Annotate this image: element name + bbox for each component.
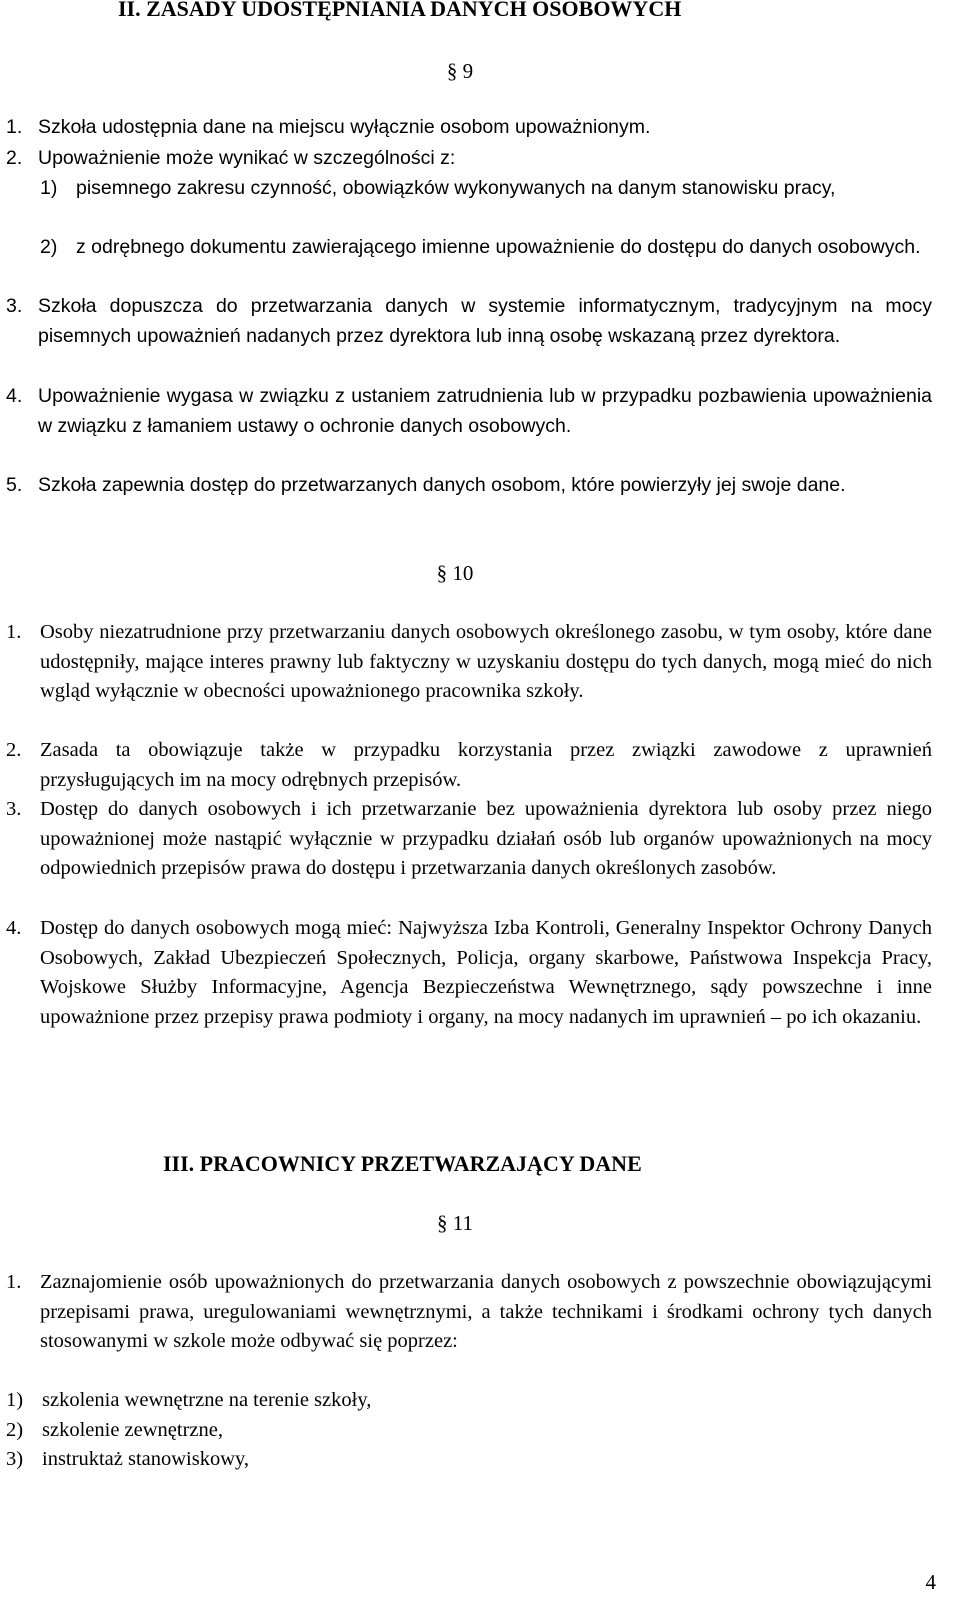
list-item xyxy=(6,736,932,795)
paragraph-mark-9: § 9 xyxy=(446,59,474,83)
list-item xyxy=(6,382,932,441)
paragraph-mark-10: § 10 xyxy=(436,561,474,585)
item-number: 3. xyxy=(6,295,23,317)
section-heading-ii: II. ZASADY UDOSTĘPNIANIA DANYCH OSOBOWYCH xyxy=(118,0,682,21)
sub-item xyxy=(6,1416,932,1446)
sub-item-number: 3) xyxy=(6,1448,24,1470)
item-text: Dostęp do danych osobowych mogą mieć: Najwyższa Izba Kontroli, Generalny Inspektor Ochrony Danych Osobowych, Zakład Ubezpieczeń Społecznych, Policja, organy skarbowe, Państwowa Inspekcja Pracy, Wojskowe Służby Informacyjne, Agencja Bezpieczeństwa Wewnętrznego, sądy powszechne i inne upoważnione przez przepisy prawa podmioty i organy, na mocy nadanych im uprawnień – po ich okazaniu. xyxy=(40,917,932,1028)
item-number: 2. xyxy=(6,739,22,761)
section-heading-iii: III. PRACOWNICY PRZETWARZAJĄCY DANE xyxy=(163,1151,642,1176)
item-text: Osoby niezatrudnione przy przetwarzaniu danych osobowych określonego zasobu, w tym osoby, które dane udostępniły, mające interes prawny lub faktyczny w uzyskaniu dostępu do tych danych, mogą mieć do nich wgląd wyłącznie w obecności upoważnionego pracownika szkoły. xyxy=(40,621,932,702)
item-text: Zasada ta obowiązuje także w przypadku korzystania przez związki zawodowe z uprawnień przysługujących im na mocy odrębnych przepisów. xyxy=(40,739,932,791)
item-text: Upoważnienie może wynikać w szczególności z: xyxy=(38,147,456,169)
paragraph-mark-11: § 11 xyxy=(437,1211,473,1235)
sub-item xyxy=(6,1445,932,1475)
sub-item-number: 2) xyxy=(40,236,58,258)
sub-item xyxy=(40,174,932,204)
item-number: 2. xyxy=(6,147,23,169)
page-number: 4 xyxy=(925,1570,936,1594)
item-text: Zaznajomienie osób upoważnionych do przetwarzania danych osobowych z powszechnie obowiązującymi przepisami prawa, uregulowaniami wewnętrznymi, a także technikami i środkami ochrony tych danych stosowanymi w szkole może odbywać się poprzez: xyxy=(40,1271,932,1352)
item-number: 5. xyxy=(6,474,23,496)
sub-item-text: instruktaż stanowiskowy, xyxy=(42,1448,250,1470)
sub-item-text: pisemnego zakresu czynność, obowiązków wykonywanych na danym stanowisku pracy, xyxy=(76,177,836,199)
item-text: Upoważnienie wygasa w związku z ustaniem zatrudnienia lub w przypadku pozbawienia upoważnienia w związku z łamaniem ustawy o ochronie danych osobowych. xyxy=(38,385,932,437)
item-text: Szkoła udostępnia dane na miejscu wyłącznie osobom upoważnionym. xyxy=(38,116,651,138)
list-item xyxy=(6,113,932,143)
item-text: Szkoła dopuszcza do przetwarzania danych w systemie informatycznym, tradycyjnym na mocy pisemnych upoważnień nadanych przez dyrektora lub inną osobę wskazaną przez dyrektora. xyxy=(38,295,932,347)
sub-item-text: szkolenie zewnętrzne, xyxy=(42,1419,223,1441)
sub-item xyxy=(40,233,932,263)
sub-item-text: z odrębnego dokumentu zawierającego imienne upoważnienie do dostępu do danych osobowych. xyxy=(76,236,921,258)
list-item xyxy=(6,292,932,351)
item-text: Dostęp do danych osobowych i ich przetwarzanie bez upoważnienia dyrektora lub osoby przez niego upoważnionej może nastąpić wyłącznie w przypadku działań osób lub organów upoważnionych na mocy odpowiednich przepisów prawa do dostępu i przetwarzania danych określonych zasobów. xyxy=(40,798,932,879)
item-number: 1. xyxy=(6,116,23,138)
sub-item-number: 1) xyxy=(6,1389,24,1411)
sub-item-number: 2) xyxy=(6,1419,24,1441)
list-item xyxy=(6,144,932,174)
sub-item-number: 1) xyxy=(40,177,58,199)
item-number: 3. xyxy=(6,798,22,820)
list-item xyxy=(6,618,932,707)
list-item xyxy=(6,471,932,501)
item-number: 4. xyxy=(6,917,22,939)
sub-item xyxy=(6,1386,932,1416)
sub-item-text: szkolenia wewnętrzne na terenie szkoły, xyxy=(42,1389,372,1411)
item-number: 4. xyxy=(6,385,23,407)
item-text: Szkoła zapewnia dostęp do przetwarzanych danych osobom, które powierzyły jej swoje dane. xyxy=(38,474,846,496)
list-item xyxy=(6,1268,932,1357)
list-item xyxy=(6,914,932,1032)
list-item xyxy=(6,795,932,884)
item-number: 1. xyxy=(6,621,22,643)
item-number: 1. xyxy=(6,1271,22,1293)
